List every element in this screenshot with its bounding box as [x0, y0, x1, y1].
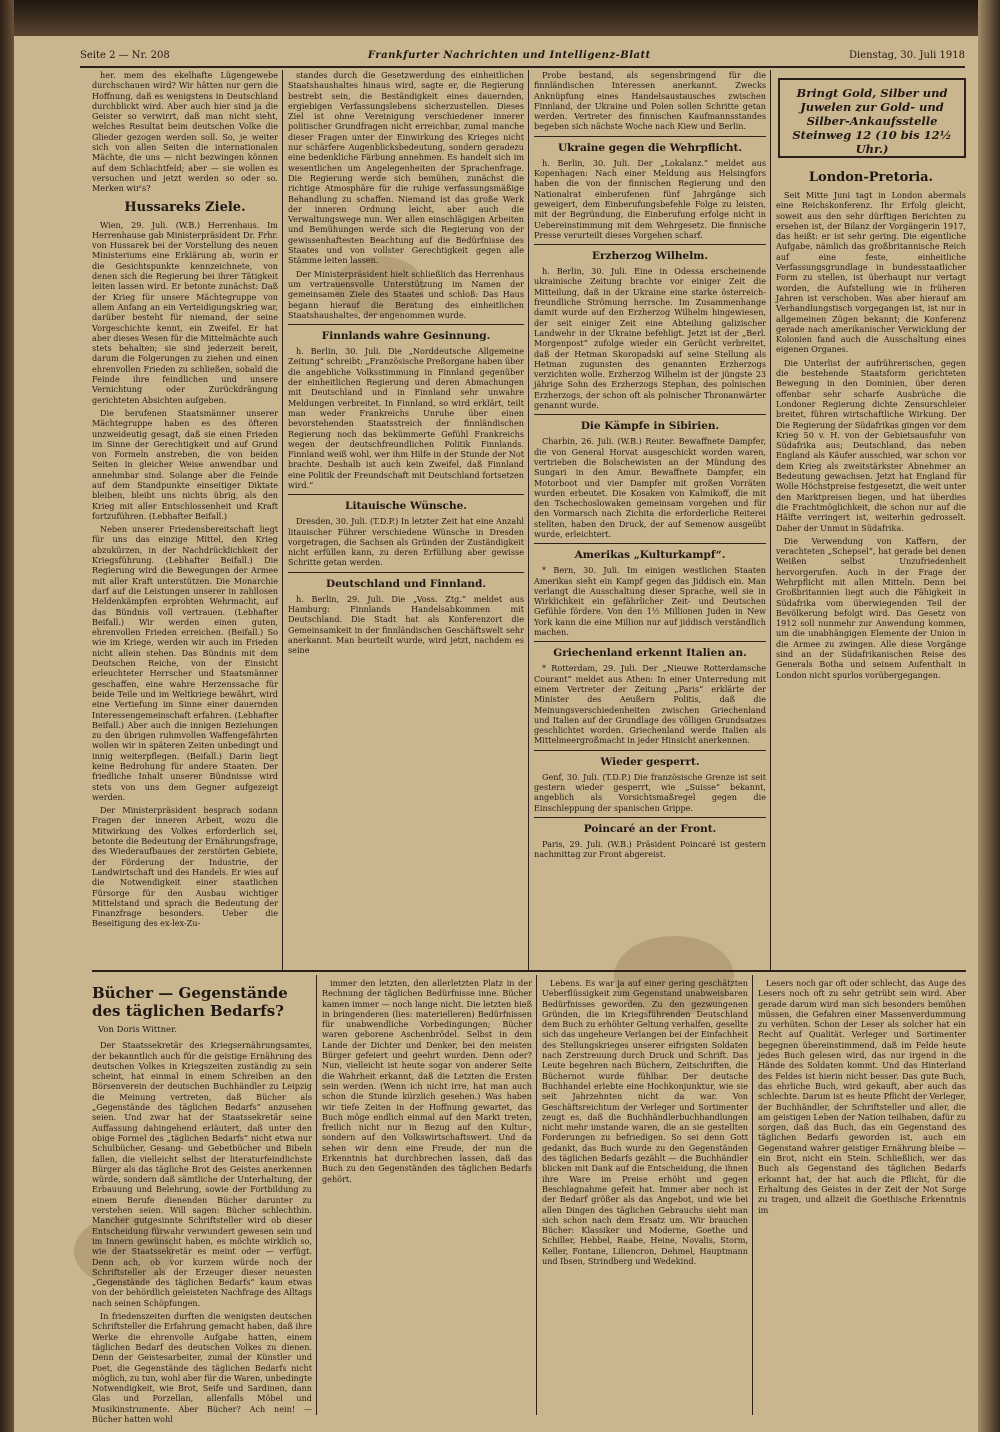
article-body: Paris, 29. Juli. (W.B.) Präsident Poincaré ist gestern nachmittag zur Front abgereist.	[534, 838, 766, 860]
section-divider	[92, 970, 966, 972]
article-body: Seit Mitte Juni tagt in London abermals eine Reichskonferenz. Ihr Erfolg gleicht, soweit aus den sehr dürftigen Berichten zu ersehen ist, der Bilanz der Vorgängerin 1917, das heißt: er ist sehr gering. Die eigentliche Aufgabe, nämlich das großbritannische Reich auf eine feste, einheitliche Verfassungsgrundlage in bundesstaatlicher Form zu stellen, ist überhaupt nur vertagt worden, die Aufstellung wie in früheren Jahren ist verschoben. Was aber hierauf am Verhandlungstisch vorgegangen ist, ist nur in allgemeinen Zügen bekannt; die Konferenz gerade nach amerikanischer Verwicklung der Kolonien fand auch die Ausschaltung eines eigenen Organes.	[776, 190, 966, 355]
article-body: Probe bestand, als segensbringend für die finnländischen Interessen anerkannt. Zwecks Anknüpfung eines Handelsaustausches zwischen Finnland, der Ukraine und Polen sollen Schritte getan werden. Vertreter des finnischen Kaufmannsstandes begeben sich nächste Woche nach Kiew und Berlin.	[534, 70, 766, 132]
article-title-poincare: Poincaré an der Front.	[583, 822, 717, 835]
column-2	[288, 70, 524, 970]
article-body: Die Verwendung von Kaffern, der verachteten „Schepsel“, hat gerade bei denen Weißen selbst Unzufriedenheit hervorgerufen. Auch in der Frage der Wehrpflicht mit allen Mitteln. Denn bei Großbritannien liegt auch die Fähigkeit in Südafrika vom überwiegenden Teil der Bevölkerung befolgt wird. Das Gesetz von 1912 soll nunmehr zur Anwendung kommen, um die unabhängigen Elemente der Union in die Armee zu zwingen. Alle diese Vorgänge sind an der Südafrikanischen Reise des Generals Botha und seinem Aufenthalt in London nicht spurlos vorübergegangen.	[776, 535, 966, 680]
feuilleton-column-2	[322, 978, 532, 1418]
issue-date: Dienstag, 30. Juli 1918	[848, 49, 965, 61]
article-body: * Rotterdam, 29. Juli. Der „Nieuwe Rotterdamsche Courant“ meldet aus Athen: In einer Unterredung mit einem Vertreter der Zeitung „Paris“ erklärte der Minister des Aeußern Politis, daß die Meinungsverschiedenheiten zwischen Griechenland und Italien auf der Grundlage des völligen Grundsatzes geschlichtet worden. Griechenland werde Italien als Mittelmeergroßmacht in jeder Hinsicht anerkennen.	[534, 663, 766, 746]
binding-edge	[0, 0, 14, 1432]
article-body: Der Ministerpräsident besprach sodann Fragen der inneren Arbeit, wozu die Mitwirkung des Volkes erforderlich sei, betonte die Bedeutung der Ernährungsfrage, des Wiederaufbaues der zerstörten Gebiete, der Förderung der Industrie, der Landwirtschaft und des Handels. Er wies auf die Notwendigkeit einer staatlichen Fürsorge für den Ausbau wichtiger Mittelstand und sprach die Bedeutung der Finanzfrage besonders. Ueber die Beseitigung des ex-lex-Zu-	[92, 805, 278, 929]
article-title-ukraine: Ukraine gegen die Wehrpflicht.	[557, 141, 742, 154]
article-body: h. Berlin, 30. Juli. Eine in Odessa erscheinende ukrainische Zeitung brachte vor einiger Zeit die Mitteilung, daß in der Ukraine eine starke österreich-freundliche Strömung herrsche. Im Zusammenhange damit wurde auf den Erzherzog Wilhelm hingewiesen, der seit einiger Zeit eine Abteilung galizischer Landwehr in der Ukraine befehligt. Jetzt ist der „Berl. Morgenpost“ zufolge wieder ein Gerücht verbreitet, daß der Hetman Skoropadski auf seine Stellung als Hetman zugunsten des genannten Erzherzogs verzichten wolle. Erzherzog Wilhelm ist der jüngste 23 jährige Sohn des Erzherzogs Stephan, des polnischen Erzherzogs, der schon oft als polnischer Thronanwärter genannt wurde.	[534, 266, 766, 411]
masthead-title: Frankfurter Nachrichten und Intelligenz-Blatt	[367, 49, 651, 61]
article-body: Genf, 30. Juli. (T.D.P.) Die französische Grenze ist seit gestern wieder gesperrt, wie „Suisse“ bekannt, angeblich als Vorsichtsmaßregel gegen die Einschleppung der spanischen Grippe.	[534, 771, 766, 813]
page-right-edge	[978, 0, 1000, 1432]
article-title-griechenland: Griechenland erkennt Italien an.	[553, 647, 747, 660]
article-body: Charbin, 26. Juli. (W.B.) Reuter. Bewaffnete Dampfer, die von General Horvat ausgeschickt worden waren, vertrieben die Bolschewisten an der Mündung des Sungari in den Amur. Bewaffnete Dampfer, ein Motorboot und vier Dampfer mit großen Vorräten wurden erbeutet. Die Kosaken von Kalmikoff, die mit den Tschechoslowaken gemeinsam vorgehen und für den Vormarsch nach Zichita die erforderliche Reiterei stellten, haben den Druck, der auf Semenow ausgeübt wurde, erleichtert.	[534, 436, 766, 539]
article-title-hussarek: Hussareks Ziele.	[124, 199, 246, 215]
article-title-london-pretoria: London-Pretoria.	[808, 170, 934, 185]
feuilleton-column-3	[542, 978, 748, 1418]
ad-text: Bringt Gold, Silber und Juwelen zur Gold- und Silber-Ankaufsstelle Steinweg 12 (10 bis 12½ Uhr.)	[792, 86, 952, 156]
feuilleton-column-4	[758, 978, 966, 1418]
column-rule	[316, 975, 317, 1415]
article-title-sibirien: Die Kämpfe in Sibirien.	[580, 420, 720, 433]
article-body: Dresden, 30. Juli. (T.D.P.) In letzter Zeit hat eine Anzahl litauischer Führer verschiedene Wünsche in Dresden vorgetragen, die Sachsen als Gründen der Zuständigkeit nicht erfüllen kann, zu deren Erfüllung aber gewisse Schritte getan werden.	[288, 516, 524, 568]
article-body: h. Berlin, 30. Juli. Der „Lokalanz.“ meldet aus Kopenhagen: Nach einer Meldung aus Helsingfors haben die von der finnischen Regierung und den Nationalrat einberufenen fünf Jahrgänge sich geweigert, dem Einberufungsbefehle Folge zu leisten, mit der Begründung, die Einberufung erfolge nicht in Uebereinstimmung mit dem Wehrgesetz. Die finnische Presse verurteilt dieses Vorgehen scharf.	[534, 157, 766, 240]
article-body: Die berufenen Staatsmänner unserer Mächtegruppe haben es des öfteren unzweideutig gesagt, daß sie einen Frieden im Sinne der Gerechtigkeit und auf Grund von Formeln anstreben, die von beiden Seiten in gleicher Weise anwendbar und annehmbar sind. Solange aber die Feinde auf dem Standpunkte einseitiger Diktate bleiben, bleibt uns nichts übrig, als den Krieg mit aller Entschlossenheit und Kraft fortzuführen. (Lebhafter Beifall.)	[92, 407, 278, 521]
article-title-erzherzog: Erzherzog Wilhelm.	[592, 250, 708, 263]
article-title-gesperrt: Wieder gesperrt.	[600, 755, 700, 768]
feuilleton-author: Von Doris Wittner.	[98, 1025, 177, 1035]
column-rule	[770, 70, 771, 970]
article-title-amerika: Amerikas „Kulturkampf“.	[574, 549, 726, 562]
article-body: * Bern, 30. Juli. Im einigen westlichen Staaten Amerikas sieht ein Kampf gegen das Jiddisch ein. Man verlangt die Ausschaltung dieser Sprache, weil sie in Wirklichkeit ein gefährlicher Zeit- und Deutschen Gefühle fördere. Von den 1½ Millionen Juden in New York kann die eine Million nur auf jiddisch verständlich machen.	[534, 565, 766, 638]
article-body: h. Berlin, 30. Juli. Die „Norddeutsche Allgemeine Zeitung“ schreibt: „Französische Preßorgane haben über die angebliche Volksstimmung in Finnland gegenüber der einheitlichen Regierung und deren Abmachungen mit Deutschland und in Finnland sehr unwahre Meldungen verbreitet. In Finnland, so wird erklärt, teilt man weder Frankreichs Unruhe über einen bevorstehenden Staatsstreich der finnländischen Regierung noch das bekümmerte Gefühl Frankreichs wegen der deutschfreundlichen Politik Finnlands. Finnland weiß wohl, wer ihm Hilfe in der Stunde der Not brachte. Deshalb ist auch kein Zweifel, daß Finnland eine Politik der Freundschaft mit Deutschland fortsetzen wird.“	[288, 346, 524, 490]
running-head	[80, 44, 965, 68]
article-body: Wien, 29. Juli. (W.B.) Herrenhaus. Im Herrenhause gab Ministerpräsident Dr. Frhr. von Hussarek bei der Vorstellung des neuen Ministeriums eine Erklärung ab, worin er die Gesichtspunkte kennzeichnete, von denen sich die Regierung bei ihrer Tätigkeit leiten lassen wird. Er betonte zunächst: Daß der Krieg für unsere Mächtegruppe von allem Anfang an ein Verteidigungskrieg war, darüber besteht für niemand, der seine Vorgeschichte kennt, ein Zweifel. Er hat aber dieses Wesen für die Mittelmächte auch stets behalten; sie sind jederzeit bereit, darum die Folgerungen zu ziehen und einen ehrenvollen Frieden zu schließen, sobald die Feinde ihre feindlichen und unsere Vernichtung oder Zurückdrängung gerichteten Absichten aufgeben.	[92, 219, 278, 405]
article-continuation: her. mem des ekelhafte Lügengewebe durchschauen wird? Wir hätten nur gern die Hoffnung, daß es wenigstens in Deutschland durchblickt wird. Aber auch hier sind ja die Geister so verwirrt, daß man nicht sieht, welches Resultat beim deutschen Volke die Glieder gezogen werden soll. So, je weiter sich von allen Seiten die internationalen Mächte, die uns — nicht bezwingen können auf dem Schlachtfeld; aber — sie wollen es versuchen und jetzt werden so oder so. Merken wir's?	[92, 70, 278, 194]
article-body: Neben unserer Friedensbereitschaft liegt für uns das einzige Mittel, den Krieg abzukürzen, in der Nachdrücklichkeit der Kriegsführung. (Lebhafter Beifall.) Die Regierung wird die Bewegungen der Armee mit aller Kraft unterstützen. Die Monarchie darf auf die Leistungen unserer in zahllosen Heldenkämpfen erprobten Wehrmacht, auf das Bündnis voll vertrauen. (Lebhafter Beifall.) Wir werden einen guten, ehrenvollen Frieden erreichen. (Beifall.) So wie im Kriege, werden wir auch im Frieden nicht allein stehen. Das Bündnis mit dem Deutschen Reiche, von der Einsicht erleuchteter Herrscher und Staatsmänner geschaffen, eine wahre Herzenssache für beide Teile und im Weltkriege bewährt, wird eine Vertiefung im Sinne einer dauernden Interessengemeinschaft erfahren. (Lebhafter Beifall.) Aber auch die innigen Beziehungen zu den übrigen ruhmvollen Waffengefährten wollen wir in späteren Zeiten unbedingt und innig weiterpflegen. (Beifall.) Darin liegt keine Bedrohung für andere Staaten. Der friedliche Inhalt unserer Bündnisse wird stets von uns dem Gegner aufgezeigt werden.	[92, 524, 278, 802]
article-body: Der Ministerpräsident hielt schließlich das Herrenhaus um vertrauensvolle Unterstützung im Namen der gemeinsamen Ziele des Staates und schloß: Das Haus begann hierauf die Beratung des einheitlichen Staatshaushaltes, der angenommen wurde.	[288, 268, 524, 320]
feuilleton-body: Lesers noch gar oft oder schlecht, das Auge des Lesers noch oft zu sehr getrübt sein wird. Aber gerade darum wird man sich besonders bemühen müssen, die Gefahren einer Massenverdummung zu verhüten. Schon der Leser als solcher hat ein Recht auf Qualität. Verleger und Sortimenter begegnen übereinstimmend, daß im Felde heute jedes Buch gelesen wird, das nur irgend in die Hände des Soldaten kommt. Und das Hinterland des Feldes ist hierin nicht besser. Das gute Buch, das ehrliche Buch, wird gekauft, aber auch das schlechte. Darum ist es heute Pflicht der Verleger, der Buchhändler, der Schriftsteller und aller, die am geistigen Leben der Nation teilhaben, dafür zu sorgen, daß das Buch, das ein Gegenstand des täglichen Bedarfs geworden ist, auch ein Gegenstand wahrer geistiger Ernährung bleibe — ein Brot, nicht ein Stein. Schließlich, wer das Buch als Gegenstand des täglichen Bedarfs erkannt hat, der hat auch die Pflicht, für die Erhaltung des Geistes in der Zeit der Not Sorge zu tragen, und allzeit die Goethische Erkenntnis im	[758, 978, 966, 1215]
page-number: Seite 2 — Nr. 208	[80, 49, 170, 61]
feuilleton-body: Lebens. Es war ja auf einer gering geschätzten Ueberflüssigkeit zum Gegenstand unabweisbaren Bedürfnisses geworden. Zu den gezwungenen Gründen, die im Kriegsführenden Deutschland dem Buch zu erhöhter Geltung verhalfen, gesellte sich das ungeheure Verlangen bei der Einfachheit des Stellungskrieges unserer eifrigsten Soldaten nach Zerstreuung durch Druck und Schrift. Das Leute begehren nach Büchern, Zeitschriften, die Büchernot wurde fühlbar. Der deutsche Buchhandel erlebte eine Hochkonjunktur, wie sie seit Jahrzehnten nicht da war. Von Geschäftsreichtum der Verleger und Sortimenter zeugt es, daß die Buchhändlerbuchhandlungen nicht mehr imstande waren, die an sie gestellten Forderungen zu befriedigen. So sei denn Gott gedankt, das Buch wurde zu den Gegenständen des täglichen Bedarfs gezählt — die Buchhändler blicken mit Dank auf die Entscheidung, die ihnen ihre Ware im Preise erhöht und gegen Beschlagnahme gefeit hat. Immer aber noch ist der Bedarf größer als das Angebot, und wie bei allen Dingen des täglichen Gebrauchs sieht man sich schon nach dem Ersatz um. Wir brauchen Bücher: Klassiker und Moderne, Goethe und Schiller, Hebbel, Raabe, Heine, Novalis, Storm, Keller, Fontane, Liliencron, Dehmel, Hauptmann und Ibsen, Strindberg und Wedekind.	[542, 978, 748, 1267]
column-rule	[752, 975, 753, 1415]
feuilleton-body: immer den letzten, den allerletzten Platz in der Rechnung der täglichen Bedürfnisse inne. Bücher kamen immer — noch lange nicht. Die letzten hieß in bringenderen (lies: materielleren) Bedürfnissen für unabwendliche Vorbedingungen; Bücher waren geborene Aschenbrödel. Selbst in dem Lande der Dichter und Denker, bei den meisten Bürger gefeiert und geehrt wurden. Denn oder? Nun, vielleicht ist heute sogar von anderer Seite die Wahrheit erkannt, daß die Letzten die Ersten sein werden. (Wenn ich nicht irre, hat man auch schon die Stunde kürzlich gesehen.) Was haben wir tiefe Zeiten in der Hoffnung gewartet, das Buch möge endlich einmal auf den Markt treten, freilich nicht nur in Bezug auf den Kultur-, sondern auf den Volkswirtschaftswert. Und da sehen wir denn eine Freude, der nun die Erkenntnis hat durchbrechen lassen, daß das Buch zu den Gegenständen des täglichen Bedarfs gehört.	[322, 978, 532, 1184]
column-rule	[528, 70, 529, 970]
column-4	[776, 164, 966, 970]
column-1	[92, 70, 278, 970]
column-rule	[282, 70, 283, 970]
column-rule	[536, 975, 537, 1415]
article-title-litauen: Litauische Wünsche.	[345, 500, 467, 513]
feuilleton-column-1	[92, 978, 312, 1424]
article-body: Die Unterlist der aufrührerischen, gegen die bestehende Staatsform gerichteten Bewegung in den Dominien, über deren offenbar sehr scharfe Ausbrüche die Londoner Regierung dichte Zensurschleier breitet, führen wirtschaftliche Wirkung. Der Die Regierung der Südafrikas gingen vor dem Krieg 50 v. H. von der Gebietsausfuhr von Südafrika aus; Deutschland, das neben England als Käufer ausschied, war schon vor dem Krieg als zweitstärkster Abnehmer an Bedeutung gewachsen. Jetzt hat England für Wolle Höchstpreise festgesetzt, die weit unter den Marktpreisen liegen, und hat überdies die Frachtmöglichkeit, die schon nur auf die Hälfte verringert ist, weiterhin gedrosselt. Daher der Unmut in Südafrika.	[776, 357, 966, 533]
article-title-finnland: Finnlands wahre Gesinnung.	[321, 330, 491, 343]
scan-top-edge	[0, 0, 1000, 36]
article-body: standes durch die Gesetzwerdung des einheitlichen Staatshaushaltes hinaus wird, sagte er, die Regierung bestrebt sein, die Beständigkeit eines dauernden, ergiebigen Verfassungslebens sicherzustellen. Dieses Ziel ist ohne Vereinigung verschiedener innerer politischer Grundfragen nicht erreichbar, zumal manche dieser Fragen unter der Einwirkung des Krieges nicht nur schärfere Augenblicksbedeutung, sondern geradezu eine bedenkliche Färbung annehmen. Es handelt sich im wesentlichen um Angelegenheiten der Sprachenfrage. Die Regierung werde sich bemühen, zunächst die richtige Atmosphäre für die ruhige verfassungsmäßige Behandlung zu schaffen. Niemand ist das große Werk der inneren Ordnung leicht, aber auch die Verwaltungswege nun. Wer allen einschlägigen Arbeiten und Bemühungen werde sich die Regierung von der gewissenhaftesten Beachtung auf die Bedürfnisse des Staates und von vollster Gerechtigkeit gegen alle Stämme leiten lassen.	[288, 70, 524, 266]
article-body: h. Berlin, 29. Juli. Die „Voss. Ztg.“ meldet aus Hamburg: Finnlands Handelsabkommen mit Deutschland. Die Stadt hat als Konferenzort die Gemeinsamkeit in der finnländischen Geschäftswelt sehr anerkannt. Man beurteilt wurde, wird jetzt, nachdem es seine	[288, 593, 524, 656]
article-title-deutschland-finnland: Deutschland und Finnland.	[325, 577, 487, 590]
feuilleton-body: Der Staatssekretär des Kriegsernährungsamtes, der bekanntlich auch für die geistige Ernährung des deutschen Volkes in Kriegszeiten zuständig zu sein scheint, hat einmal in einem Schreiben an den Börsenverein der deutschen Buchhändler zu Leipzig die Meinung vertreten, daß Bücher als „Gegenstände des täglichen Bedarfs“ anzusehen seien. Und zwar hat der Staatssekretär seine Auffassung dahingehend erläutert, daß unter den obige Formel des „täglichen Bedarfs“ nicht etwa nur Schulbücher, Gesang- und Gebetbücher und Bibeln fallen, die vielleicht selbst der literaturfeindlichste Bürger als das tägliche Brot des Geistes anerkennen würde, sondern daß sämtliche der Unterhaltung, der Erbauung und Belehrung, sowie der Fortbildung zu einem Berufe dienenden Bücher darunter zu verstehen seien. Will sagen: Bücher schlechthin. Mancher gutgesinnte Schriftsteller wird ob dieser Entscheidung fürwahr verwundert gewesen sein und im Innern gewünscht haben, es möchte wirklich so, wie der Staatssekretär es meint oder — verfügt. Denn ach, ob vor kurzem würde noch der Schriftsteller als der Erzeuger dieser neuesten „Gegenstände des täglichen Bedarfs“ kaum etwas von der behördlich geleisteten Nachfrage des Alltags nach seinen Schöpfungen.	[92, 1040, 312, 1308]
column-3	[534, 70, 766, 970]
feuilleton-body: In friedenszeiten durften die wenigsten deutschen Schriftsteller die Erfahrung gemacht haben, daß ihre Werke die ehrenvolle Aufgabe hatten, einem täglichen Bedarf des deutschen Volkes zu dienen. Denn der Geistesarbeiter, zumal der Künstler und Poet, die Gegenstände des täglichen Bedarfs nicht möglich, zu tun, wohl aber für die Waren, unbedingte Notwendigkeit, wie Brot, Seife und Sardinen, dann Glas und Porzellan, allenfalls Möbel und Musikinstrumente. Aber Bücher? Ach nein! — Bücher hatten wohl	[92, 1311, 312, 1424]
gold-purchase-advertisement	[778, 78, 966, 158]
feuilleton-title: Bücher — Gegenstände des täglichen Bedarfs?	[92, 984, 288, 1020]
